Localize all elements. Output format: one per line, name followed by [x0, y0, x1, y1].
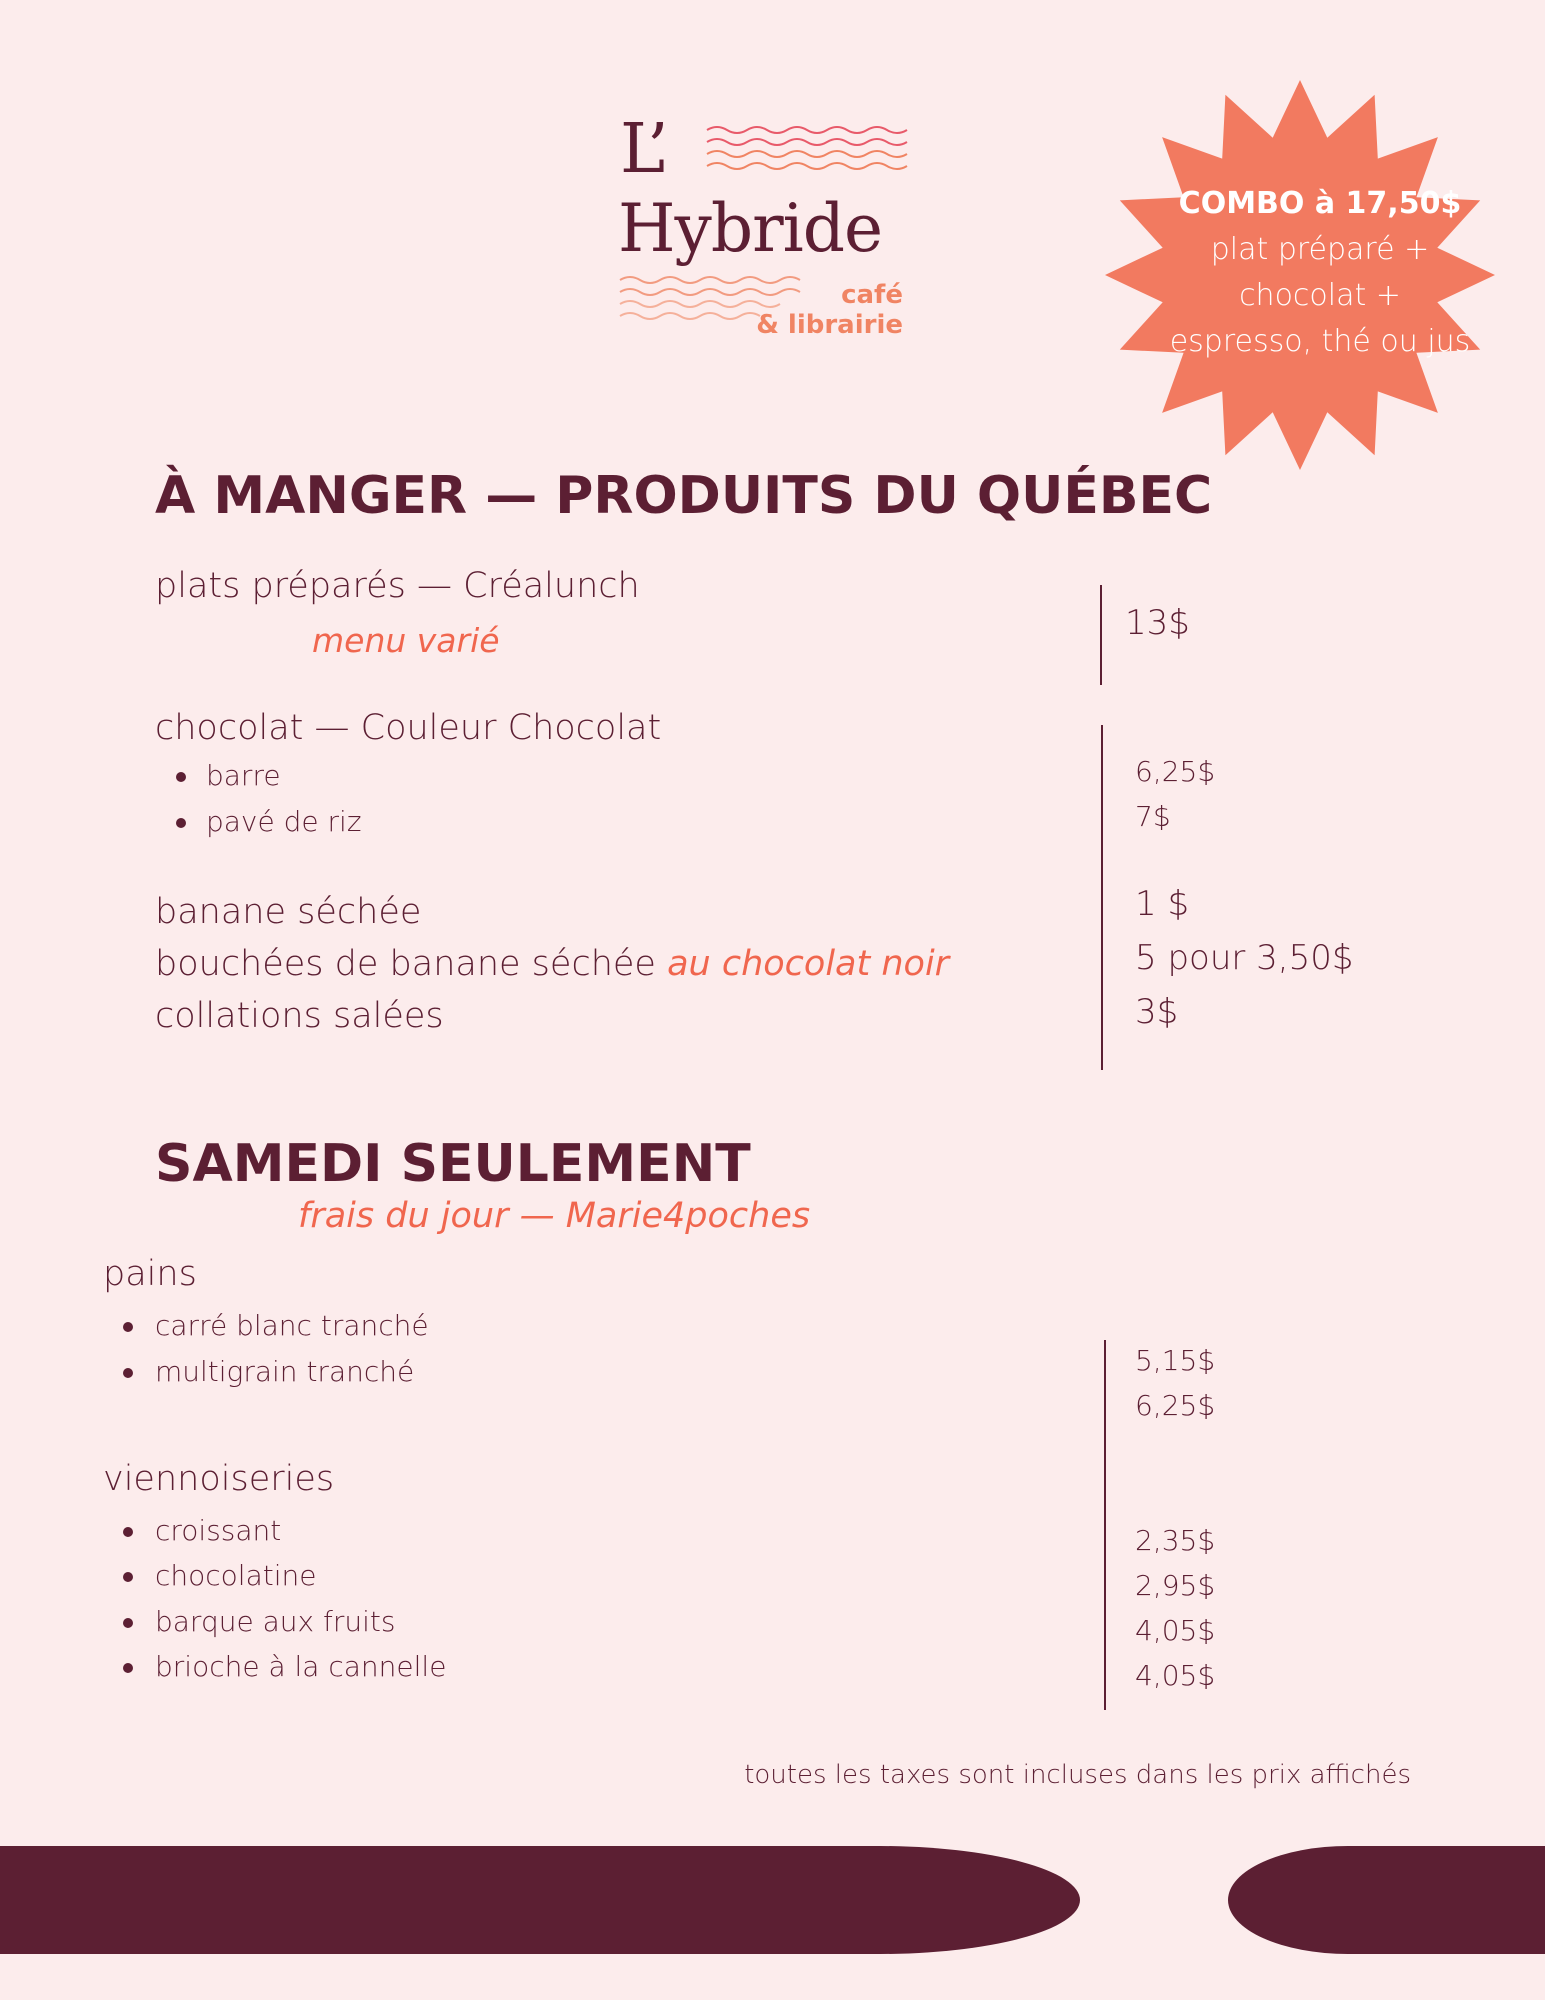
wave-line [707, 151, 907, 157]
vienn-item-brioche: brioche à la cannelle [155, 1650, 447, 1683]
tax-note: toutes les taxes sont incluses dans les prix affichés [744, 1760, 1411, 1790]
samedi-subtitle: frais du jour — Marie4poches [298, 1196, 811, 1236]
bullet [176, 818, 186, 828]
bullet [123, 1663, 133, 1673]
section-title-a-manger: À MANGER — PRODUITS DU QUÉBEC [155, 466, 1213, 526]
footer-bar-left [0, 1846, 1080, 1954]
bouchees-label [155, 944, 949, 984]
wave-line [620, 289, 800, 295]
pains-item-multigrain: multigrain tranché [155, 1355, 415, 1388]
bouchees-price: 5 pour 3,50$ [1135, 938, 1354, 978]
bullet [176, 772, 186, 782]
pains-label: pains [103, 1254, 197, 1294]
price-divider [1100, 585, 1102, 685]
banane-label: banane séchée [155, 892, 422, 932]
starburst-shape [1105, 80, 1495, 470]
wave-line [707, 163, 907, 169]
vienn-price-croissant: 2,35$ [1135, 1524, 1216, 1557]
bouchees-accent: au chocolat noir [667, 944, 950, 984]
viennoiseries-label: viennoiseries [103, 1459, 335, 1499]
vienn-price-barque: 4,05$ [1135, 1614, 1216, 1647]
wave-line [707, 139, 907, 145]
bullet [123, 1572, 133, 1582]
section-title-samedi: SAMEDI SEULEMENT [155, 1134, 751, 1194]
logo-tag-cafe: café [841, 280, 903, 310]
chocolat-label: chocolat — Couleur Chocolat [155, 708, 662, 748]
vienn-item-chocolatine: chocolatine [155, 1559, 317, 1592]
chocolat-item-pave: pavé de riz [206, 805, 362, 838]
footer-bar-right [1228, 1846, 1545, 1954]
wave-line [620, 301, 780, 307]
pains-price-multigrain: 6,25$ [1135, 1389, 1216, 1422]
vienn-item-barque: barque aux fruits [155, 1605, 396, 1638]
logo-tag-librairie: & librairie [756, 310, 903, 340]
plats-note: menu varié [312, 621, 500, 660]
bullet [123, 1322, 133, 1332]
combo-starburst [1095, 75, 1505, 475]
bullet [123, 1368, 133, 1378]
vienn-price-brioche: 4,05$ [1135, 1659, 1216, 1692]
chocolat-price-pave: 7$ [1135, 800, 1171, 833]
plats-label: plats préparés — Créalunch [155, 566, 640, 606]
price-divider [1101, 725, 1103, 1070]
wave-line [620, 313, 760, 319]
pains-item-blanc: carré blanc tranché [155, 1309, 429, 1342]
pains-price-blanc: 5,15$ [1135, 1344, 1216, 1377]
plats-price: 13$ [1125, 603, 1190, 643]
vienn-item-croissant: croissant [155, 1514, 282, 1547]
logo-name: Hybride [618, 190, 883, 267]
wave-line [620, 277, 800, 283]
collations-price: 3$ [1135, 992, 1179, 1032]
wave-line [707, 127, 907, 133]
banane-price: 1 $ [1135, 884, 1190, 924]
bullet [123, 1618, 133, 1628]
combo-title: COMBO à 17,50$ [1178, 186, 1462, 221]
bullet [123, 1527, 133, 1537]
collations-label: collations salées [155, 996, 444, 1036]
logo-line1: L’ [620, 110, 667, 189]
combo-line3: espresso, thé ou jus [1169, 324, 1471, 359]
chocolat-item-barre: barre [206, 759, 281, 792]
vienn-price-chocolatine: 2,95$ [1135, 1569, 1216, 1602]
combo-line2: chocolat + [1239, 278, 1401, 313]
bouchees-text: bouchées de banane séchée [155, 944, 668, 984]
combo-line1: plat préparé + [1210, 232, 1430, 267]
price-divider [1104, 1340, 1106, 1710]
chocolat-price-barre: 6,25$ [1135, 755, 1216, 788]
